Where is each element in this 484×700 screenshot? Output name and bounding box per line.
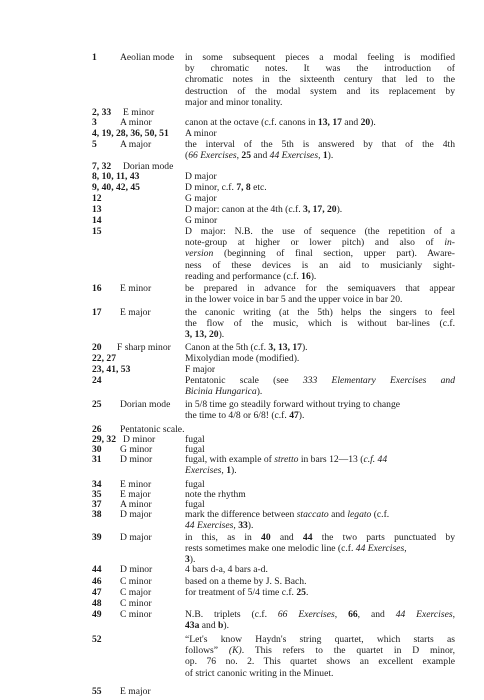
emphasis-text: 333 Elementary Exercises and: [302, 375, 455, 386]
exercise-number: 47: [92, 587, 102, 598]
note-line: [185, 237, 455, 248]
note-text: [185, 364, 455, 375]
cross-reference: 3: [185, 554, 190, 566]
key-label: E major: [120, 686, 151, 697]
note-line: [185, 329, 455, 340]
key-label: D minor: [120, 564, 153, 575]
key-label: Dorian mode: [123, 161, 174, 172]
note-line: [185, 128, 455, 139]
text-run: and: [251, 150, 270, 162]
key-label: Dorian mode: [120, 399, 171, 410]
text-run: ,: [236, 150, 242, 162]
exercise-number: 4, 19, 28, 36, 50, 51: [92, 128, 169, 139]
text-run: ).: [310, 270, 317, 282]
note-line: [185, 283, 455, 294]
cross-reference: 13, 17: [317, 117, 342, 128]
exercise-number: 1: [92, 52, 97, 63]
exercise-number: 8, 10, 11, 43: [92, 171, 140, 182]
text-run: ).: [336, 204, 343, 215]
note-line: [185, 564, 455, 575]
cross-reference: b: [218, 620, 224, 632]
cross-reference: 25: [241, 150, 251, 162]
exercise-number: 25: [92, 399, 102, 410]
note-line: [185, 193, 455, 204]
text-run: reading and performance (c.f.: [185, 270, 302, 282]
text-run: ).: [218, 329, 225, 341]
note-line: [185, 634, 455, 645]
text-run: the canonic writing (at the 5th) helps the singers to feel: [185, 307, 455, 318]
key-label: G minor: [120, 444, 153, 455]
emphasis-text: stretto: [274, 454, 299, 465]
key-label: C minor: [120, 609, 152, 620]
note-line: [185, 318, 455, 329]
text-run: fugal: [185, 499, 205, 510]
note-text: [185, 139, 455, 161]
emphasis-text: Bicinia Hungarica: [185, 386, 257, 398]
cross-reference: 1: [322, 150, 328, 162]
exercise-number: 39: [92, 532, 102, 543]
exercise-number: 9, 40, 42, 45: [92, 182, 140, 193]
text-run: and: [328, 509, 348, 520]
note-text: [185, 564, 455, 575]
text-run: in the lower voice in bar 5 and the upper voice in bar 20.: [185, 294, 403, 306]
key-label: F sharp minor: [117, 342, 171, 353]
text-run: fugal: [185, 479, 205, 490]
note-text: [185, 509, 455, 531]
note-line: [185, 182, 455, 193]
note-text: [185, 204, 455, 215]
text-run: and: [341, 117, 361, 128]
text-run: be prepared in advance for the semiquavers that appear: [185, 283, 455, 294]
cross-reference: 66: [348, 609, 358, 620]
text-run: op. 76 no. 2. This quartet shows an excellent example: [185, 656, 455, 668]
text-run: based on a theme by J. S. Bach.: [185, 576, 307, 587]
exercise-number: 55: [92, 686, 102, 697]
text-run: fugal, with example of: [185, 454, 275, 465]
note-line: [185, 171, 455, 182]
exercise-number: 2, 33: [92, 107, 112, 118]
note-line: [185, 454, 455, 465]
key-label: C minor: [120, 576, 152, 587]
note-line: [185, 307, 455, 318]
text-run: of strict canonic writing in the Minuet.: [185, 667, 334, 679]
cross-reference: 43a: [185, 620, 200, 632]
key-label: E minor: [120, 479, 152, 490]
note-text: [185, 307, 455, 341]
text-run: ).: [223, 620, 229, 632]
exercise-number: 15: [92, 226, 102, 237]
cross-reference: 20: [360, 117, 371, 128]
exercise-number: 49: [92, 609, 102, 620]
note-text: [185, 193, 455, 204]
text-run: destruction of the modal system and its replacement by: [185, 85, 455, 97]
emphasis-text: 44 Exercises: [185, 520, 234, 532]
emphasis-text: 66 Exercises: [188, 150, 237, 162]
text-run: and: [199, 620, 219, 632]
text-run: by chromatic notes. It was the introduction of: [185, 63, 455, 75]
note-text: [185, 576, 455, 587]
note-text: [185, 342, 455, 353]
note-line: [185, 509, 455, 520]
key-label: Aeolian mode: [120, 52, 175, 63]
text-run: ).: [327, 150, 334, 162]
exercise-number: 16: [92, 283, 102, 294]
emphasis-text: 44 Exercises: [355, 543, 405, 555]
note-text: [185, 587, 455, 598]
note-line: [185, 74, 455, 85]
note-line: [185, 386, 455, 397]
key-label: A major: [120, 139, 152, 150]
note-line: [185, 97, 455, 108]
text-run: . This refers to the quartet in D minor,: [241, 645, 455, 657]
key-label: E major: [120, 489, 151, 500]
note-line: [185, 52, 455, 63]
note-line: [185, 587, 455, 598]
text-run: D major: canon at the 4th (c.f.: [185, 204, 304, 215]
exercise-number: 22, 27: [92, 353, 116, 364]
key-label: D major: [120, 509, 152, 520]
note-line: [185, 226, 455, 237]
note-line: [185, 342, 455, 353]
text-run: Canon at the 5th (c.f.: [185, 342, 269, 353]
exercise-number: 52: [92, 634, 102, 645]
note-line: [185, 294, 455, 305]
note-line: [185, 204, 455, 215]
text-run: F major: [185, 364, 216, 375]
emphasis-text: 44 Exercises: [269, 150, 319, 162]
exercise-number: 17: [92, 307, 102, 318]
text-run: ).: [189, 554, 196, 566]
text-run: mark the difference between: [185, 509, 297, 520]
text-run: (: [185, 150, 189, 162]
text-run: Pentatonic scale (see: [185, 375, 303, 386]
key-label: A minor: [120, 117, 152, 128]
exercise-number: 35: [92, 489, 102, 500]
text-run: the time to 4/8 or 6/8! (c.f.: [185, 410, 290, 422]
note-text: [185, 52, 455, 108]
text-run: ,: [318, 150, 323, 162]
exercise-number: 20: [92, 342, 102, 353]
emphasis-text: (K): [228, 645, 242, 657]
key-label: E minor: [123, 107, 155, 118]
note-line: [185, 668, 455, 679]
key-label: E major: [120, 307, 151, 318]
key-label: C major: [120, 587, 152, 598]
exercise-number: 29, 32: [92, 434, 116, 445]
text-run: follows”: [185, 645, 229, 657]
text-run: ).: [301, 342, 308, 353]
key-label: Pentatonic scale.: [120, 424, 185, 435]
text-run: “Let's know Haydn's string quartet, which starts as: [185, 634, 455, 645]
note-line: [185, 63, 455, 74]
text-run: ,: [233, 520, 239, 532]
exercise-number: 5: [92, 139, 97, 150]
note-line: [185, 248, 455, 259]
text-run: .: [305, 587, 309, 598]
key-label: A minor: [120, 499, 152, 510]
note-text: [185, 171, 455, 182]
text-run: 4 bars d-a, 4 bars a-d.: [185, 564, 268, 575]
cross-reference: 40: [261, 532, 271, 543]
text-run: note-group at higher or lower pitch) and also of: [185, 237, 445, 249]
cross-reference: 44: [302, 532, 313, 543]
text-run: N.B. triplets (c.f.: [185, 609, 278, 620]
note-text: [185, 375, 455, 397]
text-run: ).: [231, 465, 237, 477]
text-run: ).: [370, 117, 376, 128]
text-run: ness of these devices is an aid to musicianly sight-: [185, 259, 455, 271]
note-line: [185, 215, 455, 226]
note-line: [185, 645, 455, 656]
text-run: ).: [256, 386, 263, 398]
text-run: D minor, c.f.: [185, 182, 237, 193]
exercise-number: 13: [92, 204, 102, 215]
cross-reference: 3, 13, 17: [268, 342, 302, 353]
exercise-number: 31: [92, 454, 102, 465]
emphasis-text: c.f. 44: [363, 454, 388, 465]
text-run: in some subsequent pieces a modal feeling is modified: [185, 52, 455, 63]
note-line: [185, 656, 455, 667]
note-text: [185, 117, 455, 128]
emphasis-text: legato: [347, 509, 372, 520]
emphasis-text: in-: [444, 237, 455, 249]
note-text: [185, 532, 455, 566]
note-line: [185, 410, 455, 421]
key-label: D minor: [123, 434, 156, 445]
cross-reference: 25: [296, 587, 306, 598]
text-run: in 5/8 time go steadily forward without trying to change: [185, 399, 401, 410]
note-text: [185, 353, 455, 364]
cross-reference: 3, 17, 20: [303, 204, 337, 215]
exercise-number: 24: [92, 375, 102, 386]
cross-reference: 47: [289, 410, 299, 422]
text-run: the flow of the music, which is without bar-lines (c.f.: [185, 318, 455, 330]
note-line: [185, 364, 455, 375]
text-run: chromatic notes in the sixteenth century that led to the: [185, 74, 455, 86]
text-run: for treatment of 5/4 time c.f.: [185, 587, 297, 598]
text-run: (beginning of final section, upper part). Aware-: [213, 248, 455, 260]
text-run: etc.: [250, 182, 267, 193]
cross-reference: 1: [226, 465, 231, 477]
note-line: [185, 86, 455, 97]
note-text: [185, 226, 455, 282]
text-run: in this, as in: [185, 532, 262, 543]
note-text: [185, 182, 455, 193]
text-run: canon at the octave (c.f. canons in: [185, 117, 318, 128]
cross-reference: 16: [301, 270, 311, 282]
text-run: and: [270, 532, 303, 543]
emphasis-text: version: [185, 248, 214, 260]
text-run: major and minor tonality.: [185, 96, 283, 108]
note-line: [185, 532, 455, 543]
note-line: [185, 399, 455, 410]
emphasis-text: 66 Exercises: [277, 609, 335, 620]
exercise-number: 38: [92, 509, 102, 520]
text-run: D major: N.B. the use of sequence (the repetition of a: [185, 226, 455, 237]
exercise-number: 48: [92, 598, 102, 609]
exercise-number: 30: [92, 444, 102, 455]
text-run: ).: [247, 520, 254, 532]
exercise-number: 34: [92, 479, 102, 490]
text-run: G minor: [185, 215, 218, 226]
text-run: ).: [298, 410, 305, 422]
note-line: [185, 620, 455, 631]
note-line: [185, 353, 455, 364]
exercise-number: 26: [92, 424, 102, 435]
note-line: [185, 465, 455, 476]
text-run: (c.f.: [371, 509, 390, 520]
emphasis-text: Exercises: [185, 465, 222, 477]
exercise-number: 14: [92, 215, 102, 226]
note-text: [185, 215, 455, 226]
key-label: D major: [120, 532, 152, 543]
exercise-number: 7, 32: [92, 161, 112, 172]
text-run: note the rhythm: [185, 489, 246, 500]
note-line: [185, 609, 455, 620]
note-text: [185, 634, 455, 679]
note-line: [185, 543, 455, 554]
note-text: [185, 609, 455, 631]
key-label: D minor: [120, 454, 153, 465]
note-line: [185, 375, 455, 386]
emphasis-text: 44 Exercises: [395, 609, 453, 620]
note-line: [185, 150, 455, 161]
note-line: [185, 139, 455, 150]
text-run: , and: [357, 609, 396, 620]
exercise-number: 44: [92, 564, 102, 575]
text-run: ,: [452, 609, 455, 620]
text-run: G major: [185, 193, 217, 204]
note-line: [185, 520, 455, 531]
note-line: [185, 260, 455, 271]
note-text: [185, 283, 455, 305]
text-run: the two parts punctuated by: [312, 532, 455, 543]
text-run: ,: [404, 543, 407, 555]
note-line: [185, 271, 455, 282]
text-run: fugal: [185, 434, 205, 445]
text-run: ,: [334, 609, 349, 620]
key-label: C minor: [120, 598, 152, 609]
exercise-number: 12: [92, 193, 102, 204]
cross-reference: 33: [238, 520, 248, 532]
key-label: E minor: [120, 283, 152, 294]
text-run: fugal: [185, 444, 205, 455]
text-run: A minor: [185, 128, 217, 139]
note-line: [185, 576, 455, 587]
note-text: [185, 128, 455, 139]
exercise-number: 3: [92, 117, 97, 128]
emphasis-text: staccato: [296, 509, 329, 520]
text-run: rests sometimes make one melodic line (c.f.: [185, 543, 356, 555]
text-run: the interval of the 5th is answered by that of the 4th: [185, 139, 455, 150]
cross-reference: 7, 8: [236, 182, 251, 193]
note-text: [185, 399, 455, 421]
note-line: [185, 117, 455, 128]
exercise-number: 23, 41, 53: [92, 364, 131, 375]
exercise-number: 37: [92, 499, 102, 510]
note-text: [185, 454, 455, 476]
text-run: ,: [221, 465, 227, 477]
cross-reference: 3, 13, 20: [185, 329, 219, 341]
text-run: in bars 12—13 (: [298, 454, 364, 465]
exercise-number: 46: [92, 576, 102, 587]
text-run: Mixolydian mode (modified).: [185, 353, 300, 364]
text-run: D major: [185, 171, 217, 182]
